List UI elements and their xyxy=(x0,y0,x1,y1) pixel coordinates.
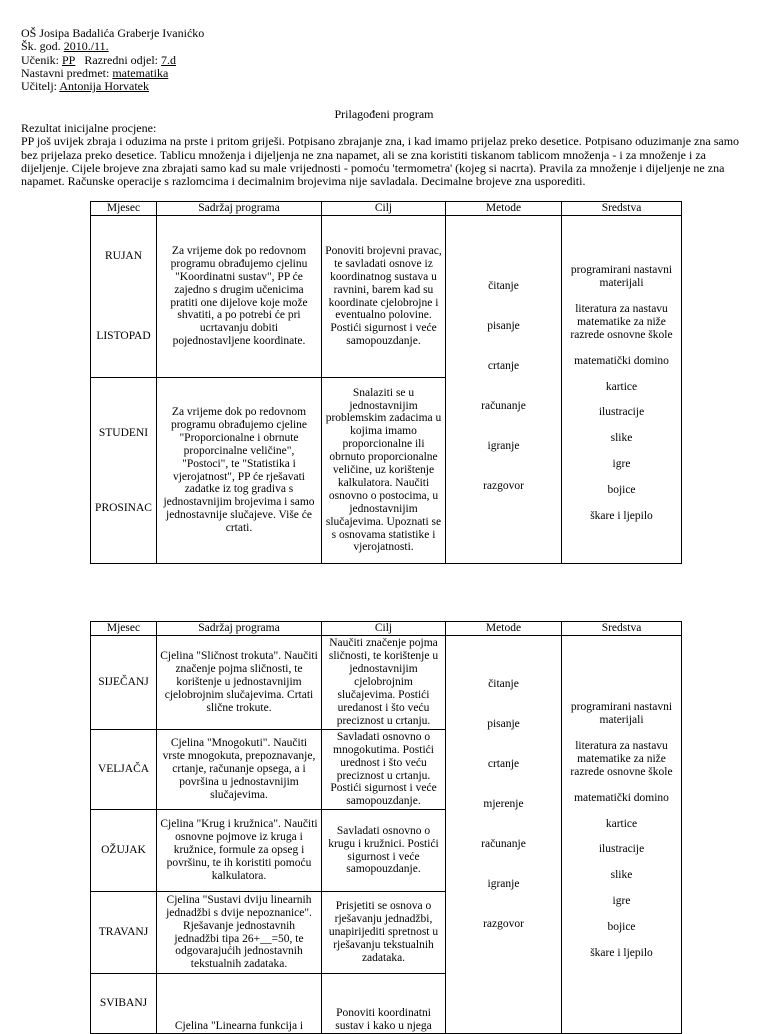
month-cell xyxy=(91,216,157,378)
program-table-1 xyxy=(90,201,682,564)
column-header-methods: Metode xyxy=(446,622,562,636)
method-item: igranje xyxy=(487,877,520,890)
class-label: Razredni odjel: xyxy=(84,52,158,67)
resource-item: slike xyxy=(610,432,633,445)
subject-value: matematika xyxy=(112,65,169,80)
document-title: Prilagođeni program xyxy=(334,107,434,121)
content-cell: Za vrijeme dok po redovnom programu obrađujemo cjelinu "Koordinatni sustav", PP će zajedno s drugim učenicima pratiti one dijelove koje može shvatiti, a po potrebi će pri ucrtavanju dobiti pojednostavljene koordinate. xyxy=(157,216,322,378)
column-header-content: Sadržaj programa xyxy=(157,622,322,636)
resource-item: škare i ljepilo xyxy=(590,510,653,523)
school-name: OŠ Josipa Badalića Graberje Ivanićko xyxy=(21,26,205,40)
resource-item: literatura za nastavu matematike za niže razrede osnovne škole xyxy=(570,302,673,341)
table-header-row xyxy=(91,622,682,636)
table-row xyxy=(91,216,682,378)
content-cell: Cjelina "Mnogokuti". Naučiti vrste mnogokuta, prepoznavanje, crtanje, računanje opsega, a i površina u jednostavnijim slučajevima. xyxy=(157,730,322,810)
student-label: Učenik: xyxy=(21,52,59,67)
assessment-text: PP još uvijek zbraja i oduzima na prste i pritom griješi. Potpisano zbrajanje zna, i kad imamo prijelaz preko desetice. Potpisano oduzimanje zna samo bez prijelaza preko desetice. Tablicu množenja i dijeljenja ne zna napamet, ali se zna koristiti tiskanom tablicom množenja - i za množenje i za dijeljenje. Cijele brojeve zna zbrajati samo kad su male vrijednosti - pomoću 'termometra' (kojeg si nacrta). Pravila za množenje i dijeljenje ne zna napamet. Računske operacije s razlomcima i decimalnim brojevima nije savladala. Decimalne brojeve zna usporediti. xyxy=(21,134,740,189)
column-header-resources: Sredstva xyxy=(562,202,682,216)
content-cell: Cjelina "Krug i kružnica". Naučiti osnovne pojmove iz kruga i kružnice, formule za opseg i površinu, te ih koristiti pomoću kalkulatora. xyxy=(157,810,322,892)
resources-cell xyxy=(562,216,682,564)
column-header-resources: Sredstva xyxy=(562,622,682,636)
program-table-2 xyxy=(90,621,682,1034)
resource-item: kartice xyxy=(605,817,638,830)
method-item: čitanje xyxy=(488,280,519,293)
method-item: razgovor xyxy=(483,479,524,492)
student-value: PP xyxy=(62,52,76,67)
assessment-heading: Rezultat inicijalne procjene: xyxy=(21,121,157,135)
column-header-methods: Metode xyxy=(446,202,562,216)
month-label: RUJAN xyxy=(104,250,143,263)
goal-cell: Savladati osnovno o mnogokutima. Postići urednost i što veću preciznost u crtanju. Postići sigurnost i veće samopouzdanje. xyxy=(322,730,446,810)
month-label: OŽUJAK xyxy=(101,844,146,857)
month-cell xyxy=(91,892,157,974)
column-header-month: Mjesec xyxy=(91,622,157,636)
month-label: LISTOPAD xyxy=(96,330,151,342)
school-year-value: 2010./11. xyxy=(63,39,109,54)
table-row xyxy=(91,636,682,730)
month-cell xyxy=(91,378,157,564)
goal-cell: Ponoviti koordinatni sustav i kako u njega xyxy=(322,974,446,1034)
column-header-month: Mjesec xyxy=(91,202,157,216)
student-line xyxy=(21,54,751,67)
methods-cell xyxy=(446,636,562,1034)
resource-item: ilustracije xyxy=(598,843,645,856)
resource-item: igre xyxy=(612,895,631,908)
method-item: igranje xyxy=(487,439,520,452)
resource-item: bojice xyxy=(607,921,636,934)
method-item: računanje xyxy=(481,837,526,850)
initial-assessment xyxy=(21,122,751,188)
content-cell: Za vrijeme dok po redovnom programu obrađujemo cjeline "Proporcionalne i obrnute proporcinalne veličine", "Postoci", te "Statistika i vjerojatnost", PP će rješavati zadatke iz tog gradiva s jednostavnijim brojevima i samo jednostavnije slučajeve. Više će crtati. xyxy=(157,378,322,564)
resource-item: programirani nastavni materijali xyxy=(570,701,673,726)
resource-item: matematički domino xyxy=(574,791,669,804)
content-cell: Cjelina "Sličnost trokuta". Naučiti značenje pojma sličnosti, te korištenje u jednostavnijim cjelobrojnim slučajevima. Crtati slične trokute. xyxy=(157,636,322,730)
method-item: crtanje xyxy=(487,758,520,771)
column-header-content: Sadržaj programa xyxy=(157,202,322,216)
month-label: TRAVANJ xyxy=(98,926,149,939)
teacher-line xyxy=(21,80,751,93)
school-year-line xyxy=(21,40,751,53)
method-item: crtanje xyxy=(487,360,520,373)
goal-cell: Ponoviti brojevni pravac, te savladati osnove iz koordinatnog sustava u ravnini, barem kad su koordinate cjelobrojne i eventualno polovine. Postići sigurnost i veće samopouzdanje. xyxy=(322,216,446,378)
document-header xyxy=(21,27,751,93)
column-header-goal: Cilj xyxy=(322,622,446,636)
resource-item: slike xyxy=(610,869,633,882)
resource-item: kartice xyxy=(605,380,638,393)
goal-cell: Snalaziti se u jednostavnijim problemskim zadacima u kojima imamo proporcionalne ili obrnuto proporcionalne veličine, uz korištenje kalkulatora. Naučiti osnovno o postocima, u jednostavnijim slučajevima. Upoznati se s osnovama statistike i vjerojatnosti. xyxy=(322,378,446,564)
teacher-label: Učitelj: xyxy=(21,79,57,94)
month-label: SVIBANJ xyxy=(99,997,148,1010)
content-cell: Cjelina "Sustavi dviju linearnih jednadžbi s dvije nepoznanice". Rješavanje jednostavnih jednadžbi tipa 26+__=50, te odgovarajućih jednostavnih tekstualnih zadataka. xyxy=(157,892,322,974)
resource-item: škare i ljepilo xyxy=(590,947,653,960)
resource-item: literatura za nastavu matematike za niže razrede osnovne škole xyxy=(570,739,673,778)
month-label: STUDENI xyxy=(98,426,149,439)
resource-item: matematički domino xyxy=(574,354,669,367)
subject-line xyxy=(21,67,751,80)
goal-cell: Naučiti značenje pojma sličnosti, te korištenje u jednostavnijim cjelobrojnim slučajevima. Postići uredanost i što veću preciznost u crtanju. xyxy=(322,636,446,730)
method-item: razgovor xyxy=(483,917,524,930)
teacher-value: Antonija Horvatek xyxy=(59,79,149,94)
month-label: VELJAČA xyxy=(97,763,150,776)
resource-item: bojice xyxy=(607,484,636,497)
month-cell xyxy=(91,810,157,892)
content-cell: Cjelina "Linearna funkcija i xyxy=(157,974,322,1034)
resource-item: igre xyxy=(612,458,631,471)
goal-cell: Prisjetiti se osnova o rješavanju jednadžbi, unapirijediti spretnost u rješavanju tekstualnih zadataka. xyxy=(322,892,446,974)
method-item: pisanje xyxy=(487,320,520,333)
column-header-goal: Cilj xyxy=(322,202,446,216)
resource-item: programirani nastavni materijali xyxy=(570,264,673,289)
subject-label: Nastavni predmet: xyxy=(21,65,110,80)
resources-cell xyxy=(562,636,682,1034)
method-item: čitanje xyxy=(488,678,519,691)
month-cell xyxy=(91,730,157,810)
month-label: SIJEČANJ xyxy=(98,676,149,689)
resource-item: ilustracije xyxy=(598,406,645,419)
class-value: 7.d xyxy=(161,52,176,67)
method-item: mjerenje xyxy=(483,798,524,811)
month-cell xyxy=(91,636,157,730)
table-header-row xyxy=(91,202,682,216)
goal-cell: Savladati osnovno o krugu i kružnici. Postići sigurnost i veće samopouzdanje. xyxy=(322,810,446,892)
method-item: pisanje xyxy=(487,718,520,731)
method-item: računanje xyxy=(481,400,526,412)
school-year-label: Šk. god. xyxy=(21,39,61,54)
month-cell xyxy=(91,974,157,1034)
month-label: PROSINAC xyxy=(95,501,152,514)
methods-cell xyxy=(446,216,562,564)
